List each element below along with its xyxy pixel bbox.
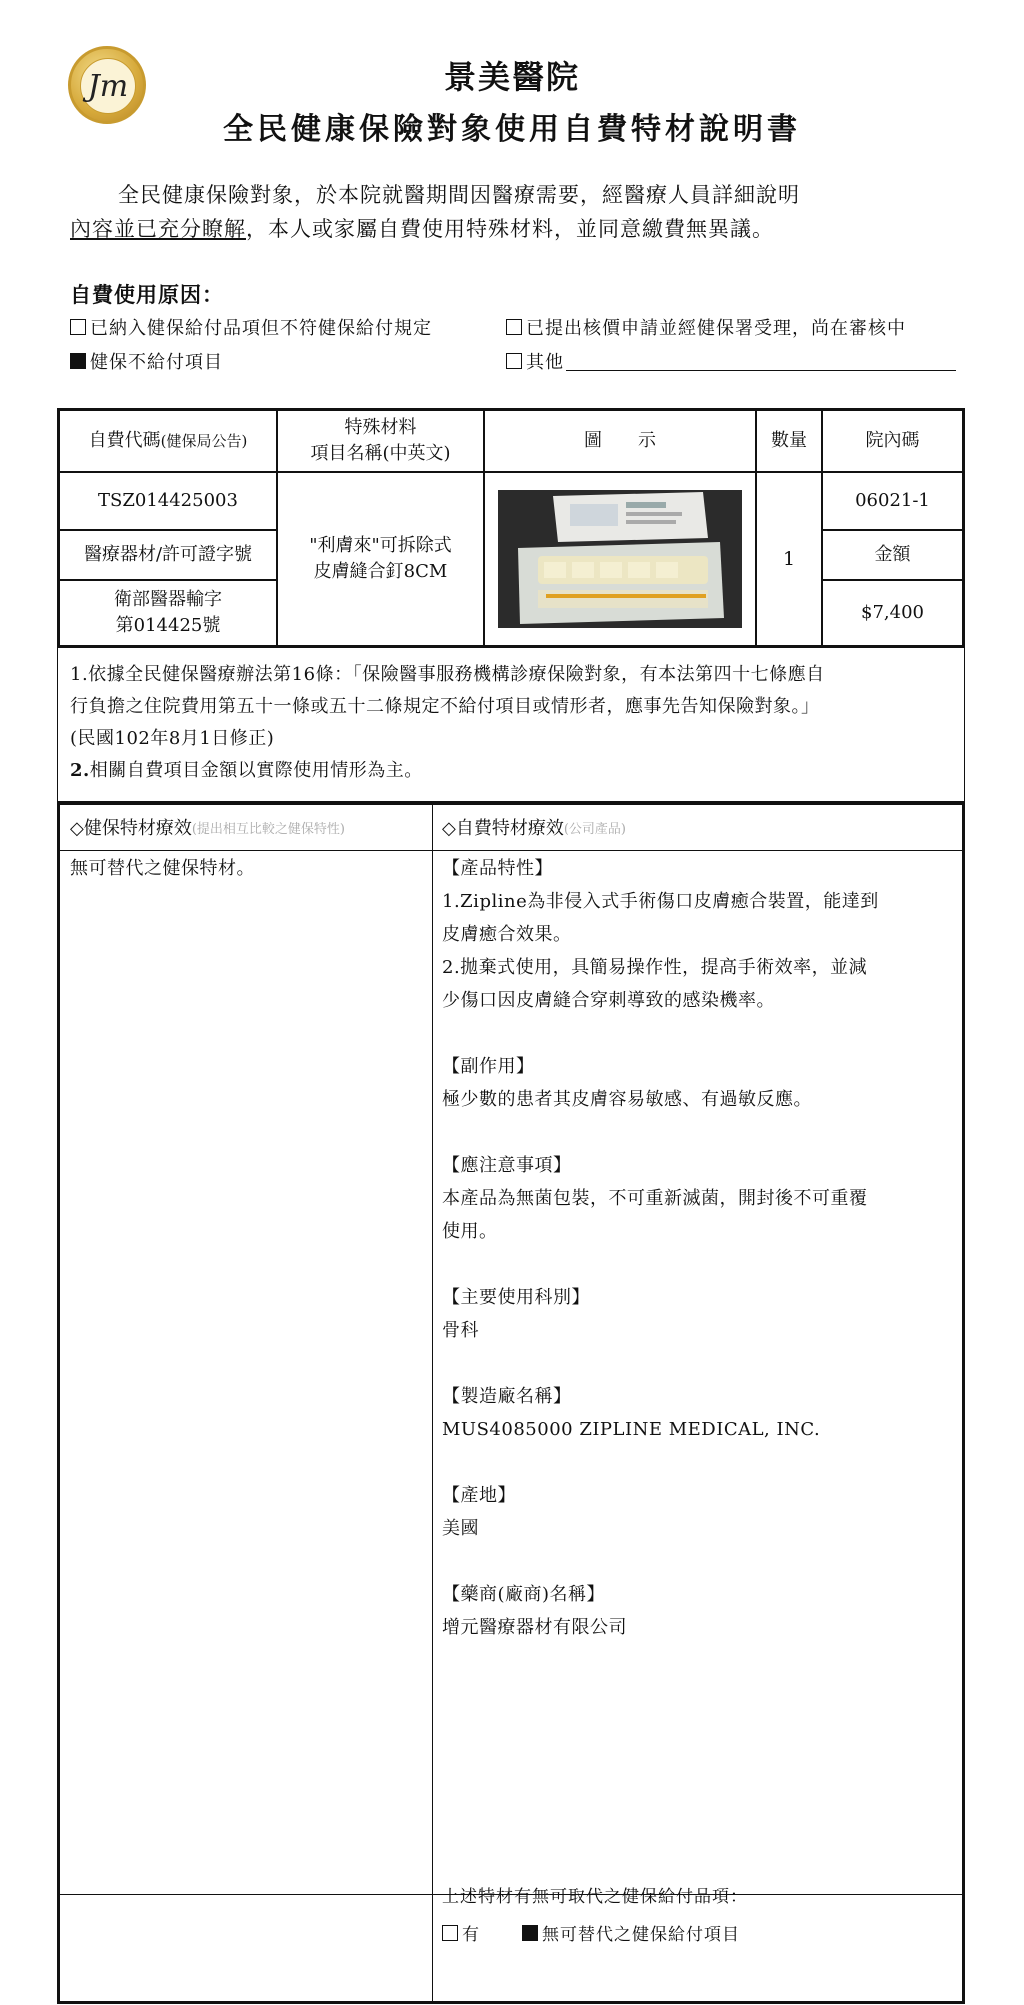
right-column-header [442,814,626,840]
reason-option-3[interactable] [70,348,223,374]
section-line: 增元醫療器材有限公司 [442,1617,627,1638]
section-manufacturer [442,1380,957,1446]
intro-rest: ，本人或家屬自費使用特殊材料，並同意繳費無異議。 [246,217,774,241]
section-title: 【主要使用科別】 [442,1287,590,1308]
reason-option-4[interactable] [506,348,956,374]
checkbox-checked[interactable] [522,1925,538,1941]
section-line: 美國 [442,1518,479,1539]
header-image: 圖 示 [484,410,756,472]
amount-label: 金額 [822,530,963,580]
footer-option-yes[interactable] [442,1920,480,1945]
left-header-text: ◇健保特材療效 [70,818,192,839]
note-1-line-a: 1.依據全民健保醫療辦法第16條：「保險醫事服務機構診療保險對象，有本法第四十七條應自 [70,664,825,685]
checkbox-empty[interactable] [70,319,86,335]
reason-option-2[interactable] [506,314,906,340]
other-fill-line[interactable] [566,352,956,371]
product-package-image [498,490,742,628]
header-item-name [277,410,484,472]
left-header-note: (提出相互比較之健保特性) [191,821,345,837]
reason-heading: 自費使用原因： [70,282,224,307]
left-body: 無可替代之健保特材。 [70,858,255,879]
checkbox-checked[interactable] [70,353,86,369]
section-features [442,852,957,1017]
section-title: 【製造廠名稱】 [442,1386,572,1407]
intro-line-2 [70,212,970,246]
section-title: 【藥商(廠商)名稱】 [442,1584,606,1605]
logo-monogram: Jm [80,58,136,114]
intro-underlined: 內容並已充分瞭解 [70,217,246,241]
item-code: TSZ014425003 [59,472,277,530]
document-title: 全民健康保險對象使用自費特材說明書 [223,112,801,147]
note-1-line-c: (民國102年8月1日修正) [70,728,275,749]
header-inner-code: 院內碼 [822,410,963,472]
license-line-2: 第014425號 [115,615,221,636]
compare-divider [432,804,433,2002]
section-line: 少傷口因皮膚縫合穿刺導致的感染機率。 [442,990,775,1011]
section-line: MUS4085000 ZIPLINE MEDICAL, INC. [442,1419,821,1440]
section-title: 【產地】 [442,1485,516,1506]
header-code-text: 自費代碼 [88,430,161,451]
license-number [59,580,277,646]
inner-code-value: 06021-1 [822,472,963,530]
note-2-text: 相關自費項目金額以實際使用情形為主。 [89,760,423,781]
checkbox-empty[interactable] [442,1925,458,1941]
header-code [59,410,277,472]
section-origin [442,1479,957,1545]
license-label: 醫療器材/許可證字號 [59,530,277,580]
item-name-line-2: 皮膚縫合釘8CM [313,561,448,582]
section-title: 【副作用】 [442,1056,535,1077]
left-column-header [70,814,345,840]
product-photo [498,490,742,628]
reason-label: 健保不給付項目 [90,352,223,373]
intro-line-1: 全民健康保險對象，於本院就醫期間因醫療需要，經醫療人員詳細說明 [118,183,800,207]
checkbox-empty[interactable] [506,353,522,369]
amount-value: $7,400 [822,580,963,646]
section-line: 極少數的患者其皮膚容易敏感、有過敏反應。 [442,1089,812,1110]
hospital-name: 景美醫院 [443,58,580,96]
section-side-effects [442,1050,957,1116]
section-line: 本產品為無菌包裝，不可重新滅菌，開封後不可重覆 [442,1188,868,1209]
checkbox-empty[interactable] [506,319,522,335]
quantity-value: 1 [756,472,822,646]
note-2-number: 2. [70,760,90,781]
section-title: 【應注意事項】 [442,1155,572,1176]
footer-yes-label: 有 [462,1925,480,1945]
header-name-line-2: 項目名稱(中英文) [310,443,451,464]
item-name [277,472,484,646]
compare-header-rule [59,850,963,851]
section-line: 2.拋棄式使用，具簡易操作性，提高手術效率，並減 [442,957,868,978]
footer-question: 上述特材有無可取代之健保給付品項： [442,1887,748,1907]
note-1-line-b: 行負擔之住院費用第五十一條或五十二條規定不給付項目或情形者，應事先告知保險對象。」 [70,696,820,717]
header-name-line-1: 特殊材料 [344,417,417,438]
section-vendor [442,1578,957,1644]
reason-label: 已納入健保給付品項但不符健保給付規定 [90,318,432,339]
header-quantity: 數量 [756,410,822,472]
header-code-note: (健保局公告) [160,432,248,450]
section-line: 骨科 [442,1320,479,1341]
section-line: 1.Zipline為非侵入式手術傷口皮膚癒合裝置，能達到 [442,891,879,912]
license-line-1: 衛部醫器輸字 [114,589,222,610]
right-header-note: (公司產品) [563,821,626,837]
note-2 [70,755,423,787]
section-precautions [442,1149,957,1248]
section-department [442,1281,957,1347]
reason-label: 已提出核價申請並經健保署受理，尚在審核中 [526,318,906,339]
item-name-line-1: "利膚來"可拆除式 [309,535,452,556]
footer-option-no[interactable] [522,1920,740,1945]
footer-no-label: 無可替代之健保給付項目 [542,1925,740,1945]
section-title: 【產品特性】 [442,858,553,879]
section-line: 使用。 [442,1221,498,1242]
reason-option-1[interactable] [70,314,432,340]
section-line: 皮膚癒合效果。 [442,924,572,945]
right-body [442,852,957,1644]
right-header-text: ◇自費特材療效 [442,818,564,839]
reason-label: 其他 [526,352,564,373]
